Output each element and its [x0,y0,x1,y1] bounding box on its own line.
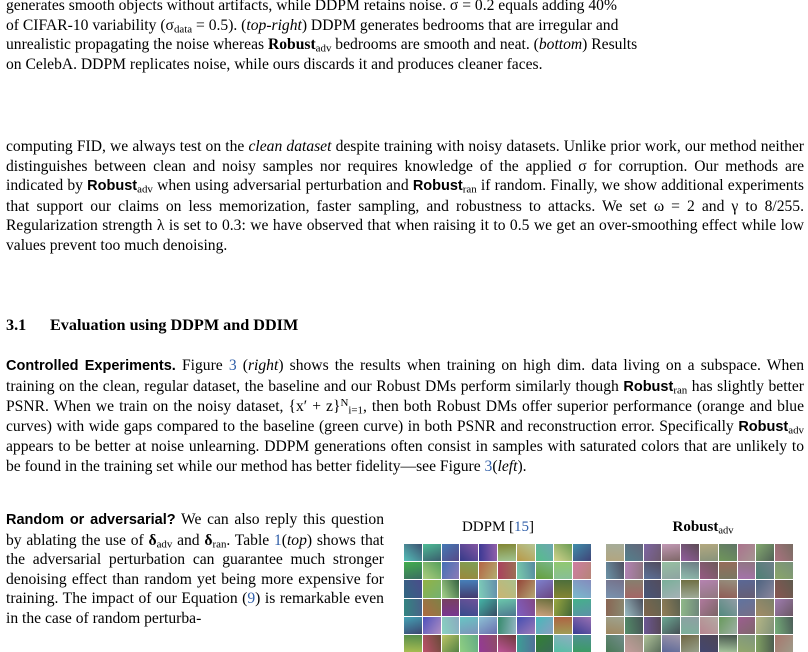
robust-label [604,518,802,538]
sample-thumbnail [719,617,737,634]
robust-sample-grid [606,544,793,652]
sample-thumbnail [681,580,699,597]
ddpm-sample-grid [404,544,591,652]
sample-thumbnail [681,544,699,561]
body-text: ) is remarkable even in the case of random perturba- [6,590,384,627]
body-italic: clean dataset [248,138,332,155]
body-paragraph-1 [6,137,804,256]
sample-thumbnail [573,617,591,634]
sample-thumbnail [460,617,478,634]
sample-thumbnail [423,580,441,597]
body-text: , then both Robust DMs offer superior performance (orange and blue curves) with wide gaps compared to the baseline (green curve) in both PSNR and reconstruction error. Specifically [6,398,804,435]
sample-thumbnail [662,599,680,616]
superscript: N [340,397,349,410]
subscript: adv [137,183,153,196]
sample-thumbnail [700,562,718,579]
sample-thumbnail [554,635,572,652]
sample-thumbnail [644,635,662,652]
sample-thumbnail [460,635,478,652]
sample-thumbnail [719,580,737,597]
section-number: 3.1 [6,316,27,334]
sample-thumbnail [625,562,643,579]
sample-thumbnail [625,617,643,634]
body-paragraph-2 [6,356,804,477]
body-text: has slightly better PSNR. When we train on the noisy dataset, {x′ + z} [6,377,804,416]
body-text: and [172,531,205,549]
sample-thumbnail [700,635,718,652]
sample-thumbnail [404,599,422,616]
sample-thumbnail [498,599,516,616]
sample-thumbnail [775,580,793,597]
sample-thumbnail [573,635,591,652]
sample-thumbnail [517,599,535,616]
subscript: adv [156,538,173,551]
body-text: despite training with noisy datasets. Unlike prior work, our method neither distinguishes between clean and noisy samples nor requires knowledge of the applied σ for corruption. Our methods are indicated by [6,138,804,195]
sample-thumbnail [738,544,756,561]
sample-thumbnail [606,599,624,616]
method-name: Robust [267,36,316,54]
subscript: data [173,23,193,36]
sample-thumbnail [536,544,554,561]
sample-thumbnail [681,562,699,579]
sample-thumbnail [644,580,662,597]
sample-thumbnail [700,544,718,561]
sample-thumbnail [662,617,680,634]
sample-thumbnail [719,599,737,616]
sample-thumbnail [404,635,422,652]
sample-thumbnail [606,617,624,634]
sample-figure [400,518,802,651]
caption-line-4: on CelebA. DDPM replicates noise, while ours discards it and produces cleaner faces. [6,55,543,73]
sample-thumbnail [479,562,497,579]
sample-thumbnail [536,580,554,597]
sample-thumbnail [625,544,643,561]
paragraph-label: Controlled Experiments. [6,358,176,374]
sample-thumbnail [442,617,460,634]
sample-thumbnail [644,562,662,579]
sample-thumbnail [756,599,774,616]
sample-thumbnail [738,635,756,652]
body-paragraph-3 [6,510,384,629]
sample-thumbnail [662,580,680,597]
subscript: adv [718,525,734,537]
sample-thumbnail [460,599,478,616]
sample-thumbnail [536,562,554,579]
sample-thumbnail [423,617,441,634]
sample-thumbnail [756,580,774,597]
section-title: Evaluation using DDPM and DDIM [50,316,299,334]
sample-thumbnail [681,617,699,634]
sample-thumbnail [423,544,441,561]
sample-thumbnail [606,544,624,561]
sample-thumbnail [738,580,756,597]
caption-text: = 0.5). ( [192,16,247,34]
body-text: We can also reply this question by ablating the use of [6,511,385,549]
sample-thumbnail [775,599,793,616]
sample-thumbnail [479,580,497,597]
subscript: adv [315,42,332,55]
caption-text: ) Results [582,36,638,54]
body-italic: right [247,357,279,374]
sample-thumbnail [536,599,554,616]
sample-thumbnail [775,562,793,579]
sample-thumbnail [517,580,535,597]
sample-thumbnail [442,635,460,652]
sample-thumbnail [756,562,774,579]
sample-thumbnail [479,544,497,561]
sample-thumbnail [644,544,662,561]
figure-label-text: DDPM [ [461,519,515,535]
caption-italic: top-right [246,16,302,34]
sample-thumbnail [662,635,680,652]
sample-thumbnail [404,617,422,634]
sample-thumbnail [460,544,478,561]
sample-thumbnail [498,562,516,579]
subscript: ran [673,384,688,397]
sample-thumbnail [517,635,535,652]
sample-thumbnail [498,580,516,597]
sample-thumbnail [554,562,572,579]
sample-thumbnail [536,635,554,652]
sample-thumbnail [479,599,497,616]
sample-thumbnail [517,617,535,634]
sample-thumbnail [775,635,793,652]
sample-thumbnail [423,599,441,616]
sample-thumbnail [517,544,535,561]
body-italic: left [497,457,518,475]
ddpm-label [400,518,596,538]
sample-thumbnail [662,562,680,579]
sample-thumbnail [554,544,572,561]
method-name: Robust [87,178,138,195]
sample-thumbnail [460,562,478,579]
sample-thumbnail [404,544,422,561]
caption-line-1: generates smooth objects without artifacts, while DDPM retains noise. σ = 0.2 equals adding 40% [6,0,617,14]
sample-thumbnail [756,635,774,652]
subscript: adv [788,424,804,437]
sample-thumbnail [719,635,737,652]
sample-thumbnail [479,617,497,634]
body-text: ) shows that the adversarial perturbation can guarantee much stronger denoising effect than random yet being more expensive for training. The impact of our Equation ( [6,531,384,608]
sample-thumbnail [719,562,737,579]
sample-thumbnail [681,599,699,616]
sample-thumbnail [625,599,643,616]
sample-thumbnail [738,562,756,579]
sample-thumbnail [775,617,793,634]
figure-label-text: ] [529,519,535,535]
sample-thumbnail [644,599,662,616]
sample-thumbnail [573,580,591,597]
sample-thumbnail [573,599,591,616]
figure-ref-link[interactable]: 3 [228,357,237,374]
sample-thumbnail [719,544,737,561]
body-text: ) shows the results when training on high dim. data living on a subspace. When training on the clean, regular dataset, the baseline and our Robust DMs perform similarly though [6,357,805,395]
body-text: computing FID, we always test on the [6,138,249,155]
sample-thumbnail [606,562,624,579]
method-name: Robust [672,519,719,535]
body-italic: top [286,531,307,549]
subscript: i=1 [348,404,363,417]
sample-thumbnail [554,599,572,616]
method-name: Robust [412,178,463,195]
sample-thumbnail [423,562,441,579]
sample-thumbnail [700,599,718,616]
sample-thumbnail [404,580,422,597]
sample-thumbnail [442,599,460,616]
body-text: ( [281,531,287,549]
sample-thumbnail [700,580,718,597]
sample-thumbnail [442,544,460,561]
sample-thumbnail [554,617,572,634]
sample-thumbnail [738,617,756,634]
sample-thumbnail [498,544,516,561]
sample-thumbnail [573,544,591,561]
method-name: Robust [623,378,674,395]
sample-thumbnail [573,562,591,579]
sample-thumbnail [554,580,572,597]
sample-thumbnail [479,635,497,652]
sample-thumbnail [498,635,516,652]
body-text: Figure [175,357,229,374]
sample-thumbnail [662,544,680,561]
table-ref-link[interactable]: 1 [273,531,282,549]
body-text: ( [492,457,498,475]
body-text: ). [517,457,527,475]
sample-thumbnail [738,599,756,616]
equation-ref-link[interactable]: 9 [247,590,256,608]
paragraph-label: Random or adversarial? [6,512,176,528]
sample-thumbnail [644,617,662,634]
sample-thumbnail [536,617,554,634]
subscript: ran [462,183,477,196]
sample-thumbnail [775,544,793,561]
body-text: ( [236,357,248,374]
sample-thumbnail [498,617,516,634]
caption-text: bedrooms are smooth and neat. ( [331,36,539,54]
sample-thumbnail [442,562,460,579]
body-text: appears to be better at noise unlearning. DDPM generations often consist in samples with saturated colors that are unlikely to be found in the training set while our method has better fidelity—see Figure [6,438,804,475]
sample-thumbnail [681,635,699,652]
figure-ref-link[interactable]: 3 [484,457,493,475]
method-name: Robust [738,418,789,435]
sample-thumbnail [460,580,478,597]
citation-link[interactable]: 15 [514,519,530,535]
caption-text: of CIFAR-10 variability (σ [6,16,174,34]
caption-text: ) DDPM generates bedrooms that are irregular and [301,16,619,34]
sample-thumbnail [625,635,643,652]
sample-thumbnail [625,580,643,597]
sample-thumbnail [606,580,624,597]
figure-caption [6,0,804,74]
sample-thumbnail [756,544,774,561]
caption-text: unrealistic propagating the noise whereas [6,36,268,54]
sample-thumbnail [442,580,460,597]
sample-thumbnail [606,635,624,652]
sample-thumbnail [756,617,774,634]
delta-symbol: δ [148,531,157,549]
caption-italic: bottom [538,36,583,54]
subscript: ran [212,538,227,551]
body-text: . Table [226,531,274,549]
delta-symbol: δ [204,531,213,549]
section-heading [6,316,298,336]
sample-thumbnail [700,617,718,634]
sample-thumbnail [423,635,441,652]
sample-thumbnail [404,562,422,579]
sample-thumbnail [517,562,535,579]
body-text: when using adversarial perturbation and [152,177,413,195]
body-text: if random. Finally, we show additional experiments that support our claims on less memorization, faster sampling, and robustness to attacks. We set ω = 2 and γ to 8/255. Regularization strength λ is set to 0.3: we have observed that when raising it to 0.5 we get an over-smoothing effect while low values prevent too much denoising. [6,177,804,254]
